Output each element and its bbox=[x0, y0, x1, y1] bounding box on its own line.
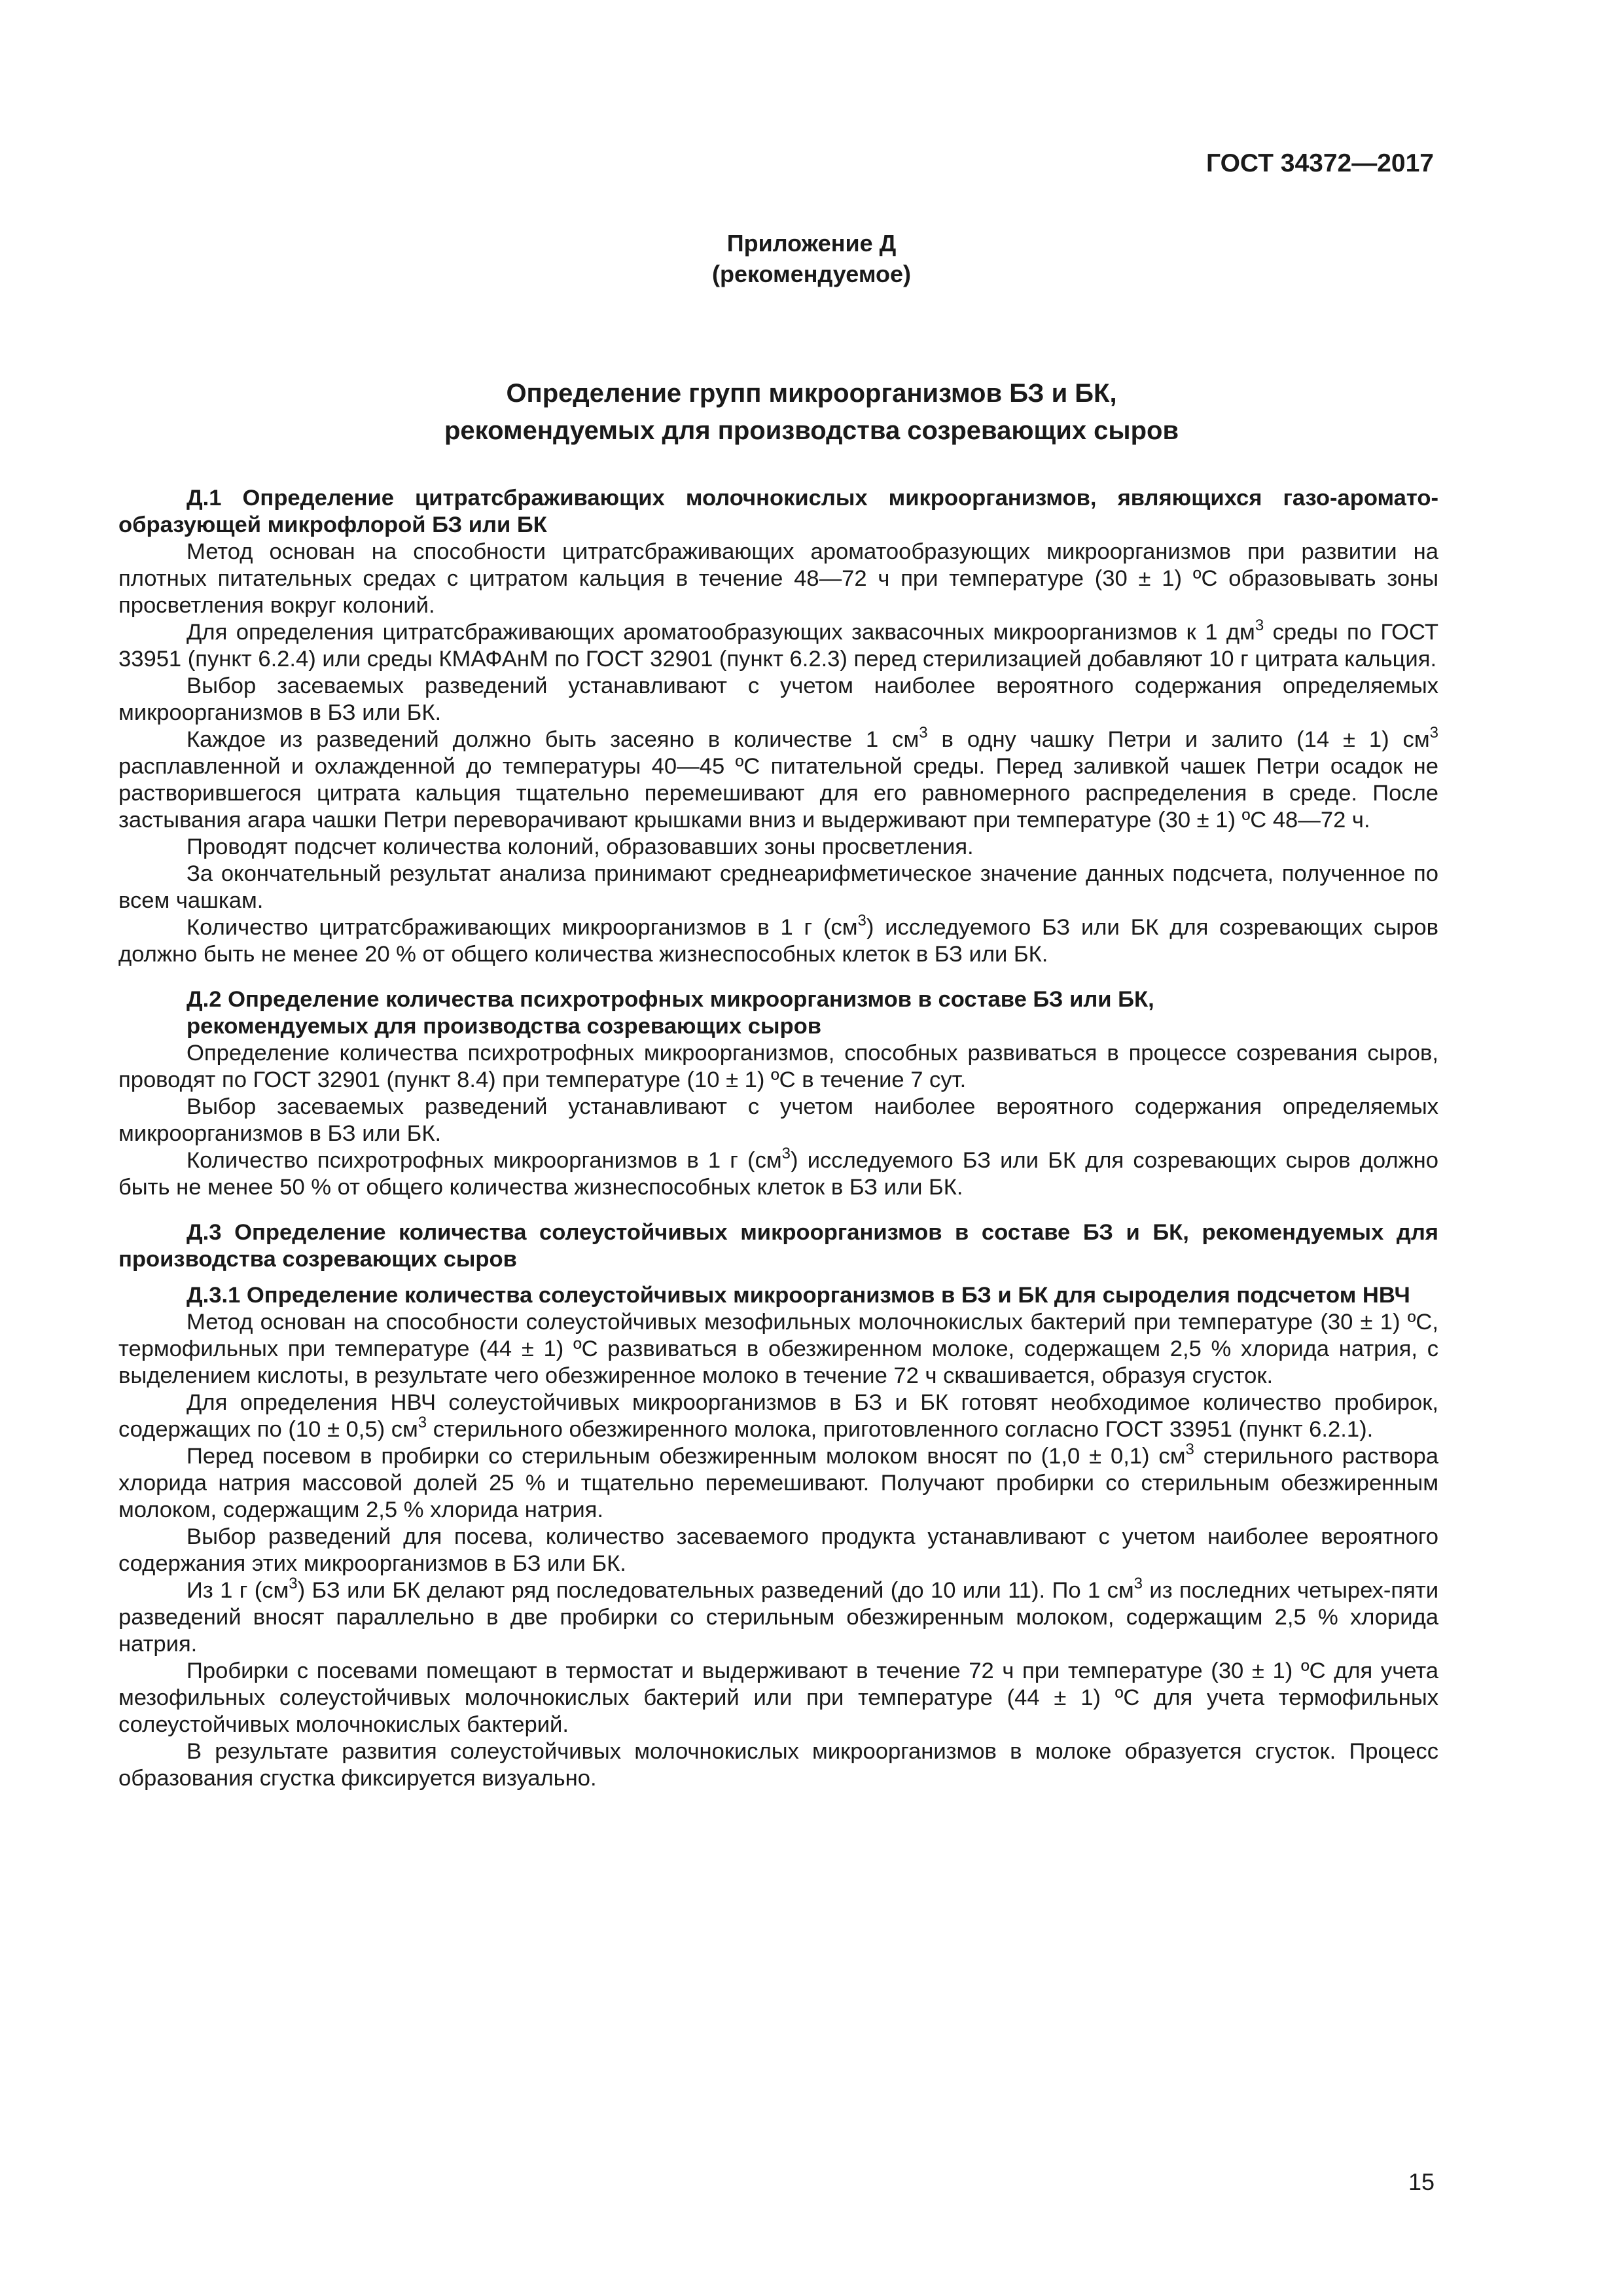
paragraph: Выбор разведений для посева, количество засеваемого продукта устанавливают с учетом наиболее вероятного содержания этих микроорганизмов в БЗ или БК. bbox=[118, 1524, 1438, 1576]
paragraph: За окончательный результат анализа принимают среднеарифметическое значение данных подсчета, полученное по всем чашкам. bbox=[118, 861, 1438, 913]
paragraph: Для определения НВЧ солеустойчивых микроорганизмов в БЗ и БК готовят необходимое количество пробирок, содержащих по (10 ± 0,5) $см^3$ стерильного обезжиренного молока, приготовленного согласно ГОСТ 33951 (пункт 6.2.1). bbox=[118, 1390, 1438, 1442]
paragraph: Пробирки с посевами помещают в термостат и выдерживают в течение 72 ч при температуре (30 ± 1) ºС для учета мезофильных солеустойчивых молочнокислых бактерий или при температуре (44 ± 1) ºС для учета термофильных солеустойчивых молочнокислых бактерий. bbox=[118, 1659, 1438, 1737]
superscript: 3 bbox=[1185, 1441, 1194, 1458]
paragraph: Количество психротрофных микроорганизмов в 1 г $(см^3)$ исследуемого БЗ или БК для созревающих сыров должно быть не менее 50 % от общего количества жизнеспособных клеток в БЗ или БК. bbox=[118, 1145, 1438, 1200]
standard-number: ГОСТ 34372—2017 bbox=[1206, 149, 1434, 177]
appendix-status: (рекомендуемое) bbox=[712, 260, 911, 287]
superscript: 3 bbox=[418, 1414, 427, 1431]
document-body bbox=[118, 485, 1438, 1792]
paragraph: Для определения цитратсбраживающих ароматообразующих заквасочных микроорганизмов к 1 $дм^3$ среды по ГОСТ 33951 (пункт 6.2.4) или среды КМАФАнМ по ГОСТ 32901 (пункт 6.2.3) перед стерилизацией добавляют 10 г цитрата кальция. bbox=[118, 617, 1438, 672]
paragraph: Перед посевом в пробирки со стерильным обезжиренным молоком вносят по (1,0 ± 0,1) $см^3$ стерильного раствора хлорида натрия массовой долей 25 % и тщательно перемешивают. Получают пробирки со стерильным обезжиренным молоком, содержащим 2,5 % хлорида натрия. bbox=[118, 1441, 1438, 1522]
paragraph: Метод основан на способности цитратсбраживающих ароматообразующих микроорганизмов при развитии на плотных питательных средах с цитратом кальция в течение 48—72 ч при температуре (30 ± 1) ºС образовывать зоны просветления вокруг колоний. bbox=[118, 539, 1438, 618]
paragraph: Выбор засеваемых разведений устанавливают с учетом наиболее вероятного содержания определяемых микроорганизмов в БЗ или БК. bbox=[118, 673, 1438, 725]
section-heading-d3: Д.3 Определение количества солеустойчивых микроорганизмов в составе БЗ и БК, рекомендуемых для производства созревающих сыров bbox=[118, 1220, 1438, 1272]
section-heading-d2 bbox=[118, 986, 1438, 1040]
paragraph: Количество цитратсбраживающих микроорганизмов в 1 г $(см^3)$ исследуемого БЗ или БК для созревающих сыров должно быть не менее 20 % от общего количества жизнеспособных клеток в БЗ или БК. bbox=[118, 912, 1438, 967]
superscript: 3 bbox=[1429, 724, 1438, 742]
paragraph: Из 1 г $(см^3)$ БЗ или БК делают ряд последовательных разведений (до 10 или 11). По 1 $см^3$ из последних четырех-пяти разведений вносят параллельно в две пробирки со стерильным обезжиренным молоком, содержащим 2,5 % хлорида натрия. bbox=[118, 1575, 1439, 1657]
superscript: 3 bbox=[1133, 1575, 1143, 1592]
paragraph: Выбор засеваемых разведений устанавливают с учетом наиболее вероятного содержания определяемых микроорганизмов в БЗ или БК. bbox=[118, 1094, 1438, 1146]
heading-line-2: рекомендуемых для производства созревающих сыров bbox=[187, 1014, 821, 1039]
paragraph: Каждое из разведений должно быть засеяно в количестве 1 $см^3$ в одну чашку Петри и залито (14 ± 1) $см^3$ расплавленной и охлажденной до температуры 40—45 ºС питательной среды. Перед заливкой чашек Петри осадок не растворившегося цитрата кальция тщательно перемешивают для его равномерного распределения в среде. После застывания агара чашки Петри переворачивают крышками вниз и выдерживают при температуре (30 ± 1) ºС 48—72 ч. bbox=[118, 724, 1438, 833]
section-heading-d1: Д.1 Определение цитратсбраживающих молочнокислых микроорганизмов, являющихся газо-аромато-образующей микрофлорой БЗ или БК bbox=[118, 486, 1438, 537]
subsection-heading-d3-1: Д.3.1 Определение количества солеустойчивых микроорганизмов в БЗ и БК для сыроделия подсчетом НВЧ bbox=[187, 1283, 1410, 1308]
appendix-title bbox=[0, 375, 1623, 450]
paragraph: Метод основан на способности солеустойчивых мезофильных молочнокислых бактерий при температуре (30 ± 1) ºС, термофильных при температуре (44 ± 1) ºС развиваться в обезжиренном молоке, содержащем 2,5 % хлорида натрия, с выделением кислоты, в результате чего обезжиренное молоко в течение 72 ч сквашивается, образуя сгусток. bbox=[118, 1310, 1438, 1388]
superscript: 3 bbox=[289, 1575, 298, 1592]
title-line-1: Определение групп микроорганизмов БЗ и БК, bbox=[506, 379, 1117, 408]
heading-line-1: Д.2 Определение количества психротрофных микроорганизмов в составе БЗ или БК, bbox=[187, 987, 1154, 1012]
appendix-header bbox=[0, 228, 1623, 289]
paragraph: Определение количества психротрофных микроорганизмов, способных развиваться в процессе созревания сыров, проводят по ГОСТ 32901 (пункт 8.4) при температуре (10 ± 1) ºС в течение 7 сут. bbox=[118, 1041, 1438, 1092]
superscript: 3 bbox=[857, 912, 866, 929]
superscript: 3 bbox=[1255, 617, 1264, 634]
page-number: 15 bbox=[1408, 2168, 1435, 2195]
title-line-2: рекомендуемых для производства созревающих сыров bbox=[444, 416, 1179, 445]
appendix-label: Приложение Д bbox=[726, 230, 897, 257]
superscript: 3 bbox=[781, 1145, 791, 1162]
superscript: 3 bbox=[919, 724, 928, 742]
paragraph: В результате развития солеустойчивых молочнокислых микроорганизмов в молоке образуется сгусток. Процесс образования сгустка фиксируется визуально. bbox=[118, 1739, 1438, 1791]
paragraph: Проводят подсчет количества колоний, образовавших зоны просветления. bbox=[187, 834, 974, 859]
